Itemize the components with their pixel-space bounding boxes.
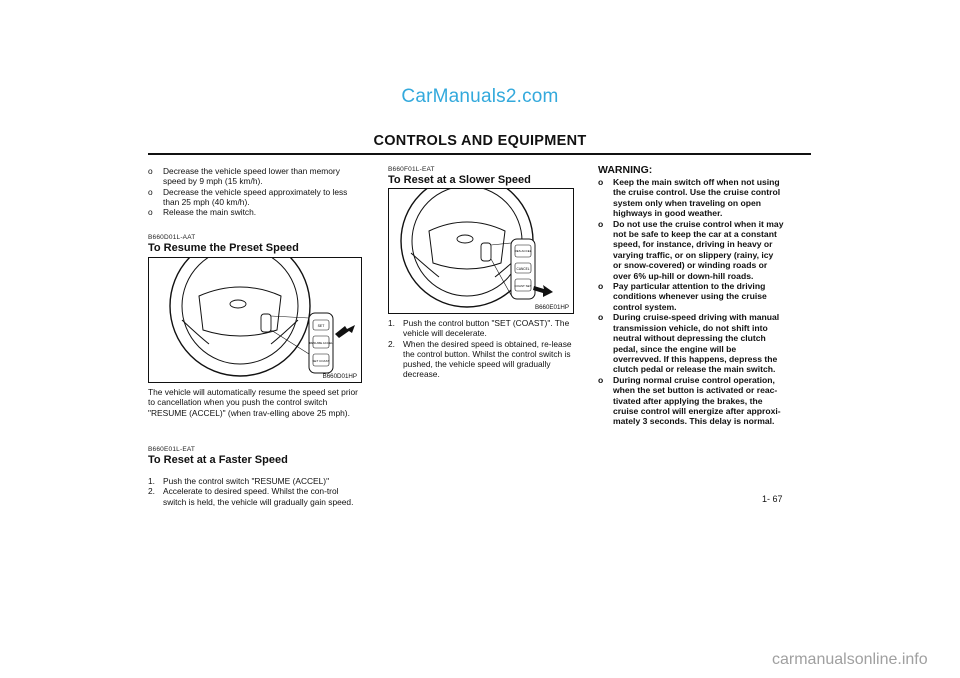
switch-text-set: COAST SET xyxy=(514,284,532,288)
footer-watermark-link[interactable]: carmanualsonline.info xyxy=(772,651,928,668)
brand-watermark[interactable]: CarManuals2.com xyxy=(401,86,559,107)
figure-resume-steering-wheel xyxy=(148,257,362,383)
switch-text-cancel: CANCEL xyxy=(516,267,530,271)
list-item: 2. When the desired speed is obtained, re-lease the control button. Whilst the control switch is pushed, the vehicle speed will gradually decrease. xyxy=(388,338,572,380)
header-rule xyxy=(148,153,811,155)
list-item: o Release the main switch. xyxy=(148,207,257,218)
steering-wheel-illustration xyxy=(389,189,573,313)
list-item: o Pay particular attention to the driving conditions whenever using the cruise control system. xyxy=(598,281,767,312)
slower-steps xyxy=(388,318,574,380)
list-item: o During cruise-speed driving with manual transmission vehicle, do not shift into neutral without depressing the clutch pedal, since the engine will be overrevved. If this happens, depress the clutch pedal or release the main switch. xyxy=(598,312,780,375)
intro-list xyxy=(148,166,361,217)
page-header-title: CONTROLS AND EQUIPMENT xyxy=(373,133,587,149)
section-heading-faster: To Reset at a Faster Speed xyxy=(148,454,288,466)
list-item: 2. Accelerate to desired speed. Whilst the con-trol switch is held, the vehicle will gradually gain speed. xyxy=(148,486,354,507)
arrow-icon xyxy=(533,285,553,297)
arrow-icon xyxy=(335,325,355,338)
section-heading-slower: To Reset at a Slower Speed xyxy=(388,174,531,186)
switch-text-resume: RESUME ACCEL xyxy=(309,341,333,345)
list-item: o During normal cruise control operation, when the set button is activated or reac-tivated after applying the brakes, the cruise control will energize after approxi-mately 3 seconds. This delay is normal. xyxy=(598,374,781,427)
switch-text-res: RES ACCEL xyxy=(514,249,532,253)
section-heading-resume: To Resume the Preset Speed xyxy=(148,242,299,254)
warning-title: WARNING: xyxy=(598,164,653,176)
switch-text-coast: SET COAST xyxy=(312,359,330,363)
figure-label: B660E01HP xyxy=(534,304,569,311)
list-item: o Keep the main switch off when not using the cruise control. Use the cruise control system only when traveling on open highways in good weather. xyxy=(598,177,781,219)
list-item: 1. Push the control button "SET (COAST)". The vehicle will decelerate. xyxy=(388,318,570,339)
steering-wheel-illustration xyxy=(149,258,361,382)
faster-steps xyxy=(148,476,362,507)
section-code-slower: B660F01L-EAT xyxy=(388,166,435,173)
section-code-faster: B660E01L-EAT xyxy=(148,446,196,453)
list-item: 1. Push the control switch "RESUME (ACCEL)" xyxy=(148,476,330,486)
section-code-resume: B660D01L-AAT xyxy=(148,234,196,241)
list-item: o Decrease the vehicle speed approximately to less than 25 mph (40 km/h). xyxy=(148,186,348,207)
warning-list xyxy=(598,177,784,427)
list-item: o Decrease the vehicle speed lower than memory speed by 9 mph (15 km/h). xyxy=(148,166,340,187)
figure-label: B660D01HP xyxy=(322,373,357,380)
figure-slower-steering-wheel xyxy=(388,188,574,314)
page-number: 1- 67 xyxy=(762,494,783,504)
list-item: o Do not use the cruise control when it may not be safe to keep the car at a constant speed, for instance, driving in heavy or varying traffic, or on slippery (rainy, icy or snow-covered) or winding roads or over 6% up-hill or down-hill roads. xyxy=(598,218,784,281)
resume-body: The vehicle will automatically resume the speed set prior to cancellation when you push the control switch "RESUME (ACCEL)" (when trav-elling above 25 mph). xyxy=(148,387,358,418)
switch-text-set: SET xyxy=(317,324,325,328)
